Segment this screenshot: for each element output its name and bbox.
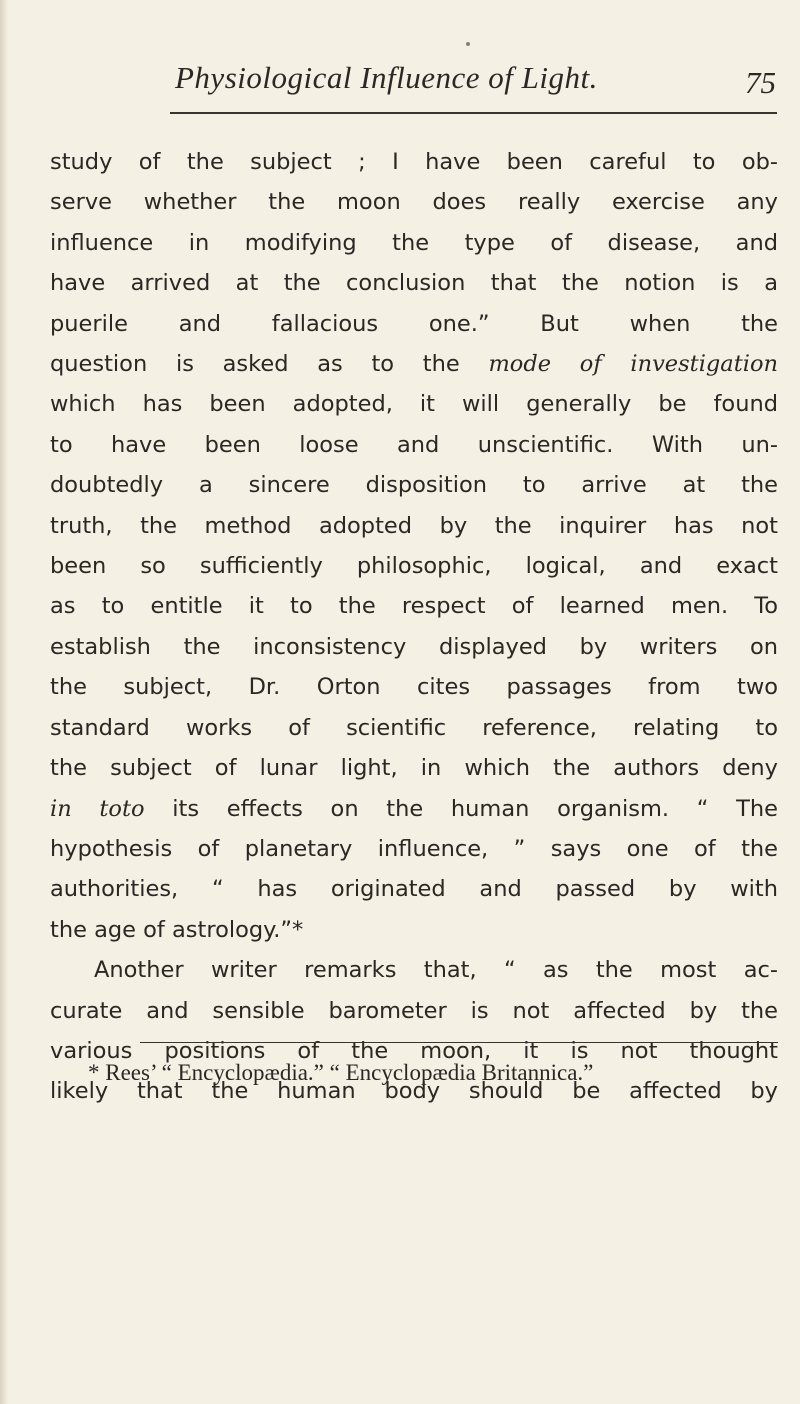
text-run: question is asked as to the [50, 351, 489, 378]
text-line: puerile and fallacious one.” But when the [50, 310, 778, 337]
page-gutter-shadow [0, 0, 8, 1404]
text-line: hypothesis of planetary influence, ” says one of the [50, 835, 778, 862]
text-line: the subject of lunar light, in which the authors deny [50, 755, 778, 782]
page-number: 75 [745, 65, 776, 100]
text-line: study of the subject ; I have been careful to ob- [50, 149, 778, 175]
text-line [50, 344, 778, 384]
text-line: influence in modifying the type of disease, and [50, 229, 778, 256]
text-line: authorities, “ has originated and passed by with [50, 876, 778, 903]
italic-phrase: mode of investigation [488, 351, 778, 378]
text-line: to have been loose and unscientific. With un- [50, 431, 778, 458]
text-line: establish the inconsistency displayed by writers on [50, 633, 778, 660]
text-line: have arrived at the conclusion that the notion is a [50, 270, 778, 297]
text-line [50, 789, 778, 829]
footnote-rule [140, 1042, 778, 1043]
text-line: doubtedly a sincere disposition to arrive at the [50, 472, 778, 499]
text-line: curate and sensible barometer is not affected by the [50, 997, 778, 1024]
text-run: its effects on the human organism. “ The [144, 795, 778, 822]
text-line: the subject, Dr. Orton cites passages from two [50, 674, 778, 701]
text-line: as to entitle it to the respect of learned men. To [50, 593, 778, 620]
text-line: been so sufficiently philosophic, logical, and exact [50, 553, 778, 580]
text-line: standard works of scientific reference, relating to [50, 714, 778, 741]
text-line: the age of astrology.”* [50, 916, 304, 943]
italic-phrase: in toto [50, 795, 145, 822]
running-head: Physiological Influence of Light. [175, 60, 598, 95]
text-line: serve whether the moon does really exercise any [50, 189, 778, 216]
text-line: truth, the method adopted by the inquirer has not [50, 512, 778, 539]
text-line: which has been adopted, it will generally be found [50, 391, 778, 418]
header-rule [170, 112, 777, 114]
text-line: likely that the human body should be affected by [50, 1078, 778, 1105]
footnote: * Rees’ “ Encyclopædia.” “ Encyclopædia Britannica.” [88, 1060, 594, 1085]
body-text [50, 142, 778, 1112]
print-speck [466, 42, 470, 46]
text-line: various positions of the moon, it is not thought [50, 1037, 778, 1064]
text-line: Another writer remarks that, “ as the most ac- [94, 957, 778, 984]
